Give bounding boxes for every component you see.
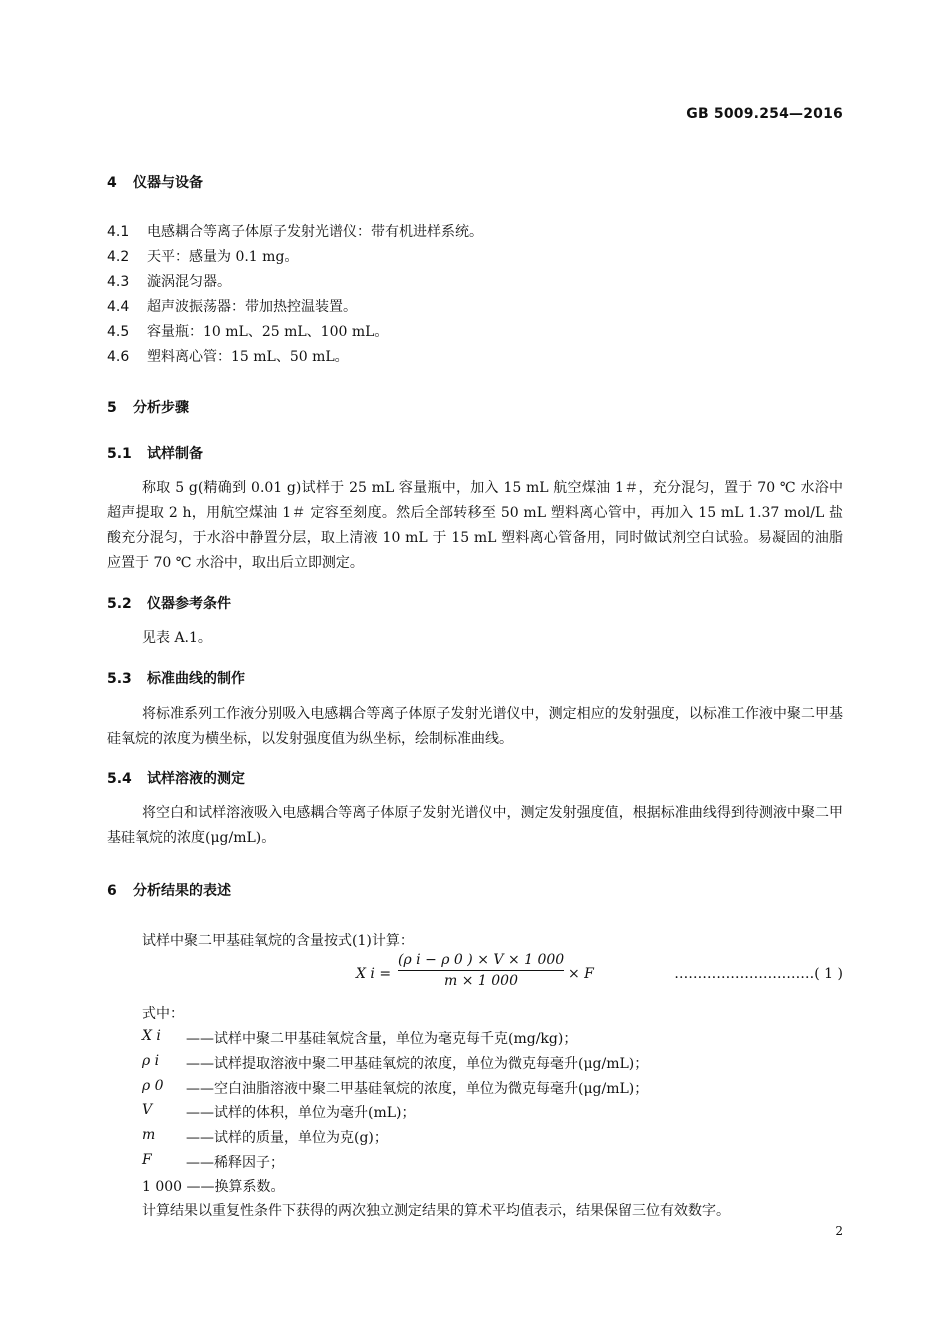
- section-title: 仪器参考条件: [147, 596, 231, 612]
- page-number: 2: [835, 1224, 843, 1238]
- item-number: 4.3: [107, 274, 130, 290]
- variable-definition: ——试样的体积，单位为毫升(mL)；: [186, 1105, 416, 1121]
- formula-lhs: X i =: [356, 966, 392, 982]
- formula-rhs: × F: [568, 966, 594, 982]
- variable-symbol: ρ 0: [142, 1078, 164, 1094]
- item-number: 4.4: [107, 299, 130, 315]
- chapter-title: 分析步骤: [133, 400, 189, 416]
- variable-definition: ——稀释因子；: [186, 1155, 284, 1171]
- section-number: 5.3: [107, 671, 132, 687]
- section-5-2-heading: [107, 593, 231, 613]
- chapter-title: 仪器与设备: [133, 175, 203, 191]
- chapter-4-heading: [107, 172, 203, 192]
- equipment-item: [107, 296, 357, 316]
- chapter-title: 分析结果的表述: [133, 883, 231, 899]
- section-title: 试样溶液的测定: [147, 771, 245, 787]
- equation-number: …………………………( 1 ): [674, 966, 843, 982]
- variable-symbol: F: [142, 1152, 152, 1168]
- section-number: 5.4: [107, 771, 132, 787]
- item-text: 电感耦合等离子体原子发射光谱仪：带有机进样系统。: [147, 224, 483, 240]
- variable-symbol: V: [142, 1102, 153, 1118]
- variable-definition: ——空白油脂溶液中聚二甲基硅氧烷的浓度，单位为微克每毫升(μg/mL)；: [186, 1081, 649, 1097]
- variable-symbol: X i: [142, 1028, 161, 1044]
- formula-numerator: (ρ i − ρ 0 ) × V × 1 000: [398, 952, 564, 971]
- item-text: 天平：感量为 0.1 mg。: [147, 249, 299, 265]
- variable-definition: ——试样的质量，单位为克(g)；: [186, 1130, 388, 1146]
- equipment-item: [107, 246, 298, 266]
- chapter-6-heading: [107, 880, 231, 900]
- formula-intro: 试样中聚二甲基硅氧烷的含量按式(1)计算：: [142, 933, 414, 949]
- section-number: 5.2: [107, 596, 132, 612]
- item-number: 4.2: [107, 249, 130, 265]
- section-5-4-heading: [107, 768, 245, 788]
- item-number: 4.5: [107, 324, 130, 340]
- variable-definition: ——试样提取溶液中聚二甲基硅氧烷的浓度，单位为微克每毫升(μg/mL)；: [186, 1056, 649, 1072]
- section-number: 5.1: [107, 446, 132, 462]
- result-statement: 计算结果以重复性条件下获得的两次独立测定结果的算术平均值表示，结果保留三位有效数字。: [142, 1203, 730, 1219]
- variable-symbol: m: [142, 1127, 156, 1143]
- variable-symbol: ρ i: [142, 1053, 160, 1069]
- section-title: 标准曲线的制作: [147, 671, 245, 687]
- section-5-4-paragraph: 将空白和试样溶液吸入电感耦合等离子体原子发射光谱仪中，测定发射强度值，根据标准曲线得到待测液中聚二甲基硅氧烷的浓度(μg/mL)。: [107, 805, 843, 846]
- item-number: 4.6: [107, 349, 130, 365]
- variable-definition: ——试样中聚二甲基硅氧烷含量，单位为毫克每千克(mg/kg)；: [186, 1031, 578, 1047]
- section-5-1-paragraph: 称取 5 g(精确到 0.01 g)试样于 25 mL 容量瓶中，加入 15 mL 航空煤油 1＃，充分混匀，置于 70 ℃ 水浴中超声提取 2 h，用航空煤油 1＃ 定容至刻度。然后全部转移至 50 mL 塑料离心管中，再加入 15 mL 1.37 mol/L 盐酸充分混匀，于水浴中静置分层，取上清液 10 mL 于 15 mL 塑料离心管备用，同时做试剂空白试验。易凝固的油脂应置于 70 ℃ 水浴中，取出后立即测定。: [107, 480, 843, 571]
- chapter-number: 6: [107, 883, 117, 899]
- equipment-item: [107, 346, 349, 366]
- item-text: 漩涡混匀器。: [147, 274, 231, 290]
- equipment-item: [107, 321, 388, 341]
- equipment-item: [107, 221, 483, 241]
- chapter-number: 5: [107, 400, 117, 416]
- conversion-factor-definition: 1 000 ——换算系数。: [142, 1179, 285, 1195]
- formula-fraction: [398, 952, 564, 989]
- item-number: 4.1: [107, 224, 130, 240]
- section-5-3-paragraph: 将标准系列工作液分别吸入电感耦合等离子体原子发射光谱仪中，测定相应的发射强度，以标准工作液中聚二甲基硅氧烷的浓度为横坐标，以发射强度值为纵坐标，绘制标准曲线。: [107, 706, 843, 747]
- item-text: 塑料离心管：15 mL、50 mL。: [147, 349, 349, 365]
- section-5-2-paragraph: 见表 A.1。: [142, 630, 212, 646]
- item-text: 超声波振荡器：带加热控温装置。: [147, 299, 357, 315]
- equipment-item: [107, 271, 231, 291]
- chapter-number: 4: [107, 175, 117, 191]
- section-5-1-heading: [107, 443, 203, 463]
- item-text: 容量瓶：10 mL、25 mL、100 mL。: [147, 324, 389, 340]
- section-title: 试样制备: [147, 446, 203, 462]
- formula-denominator: m × 1 000: [444, 973, 518, 989]
- chapter-5-heading: [107, 397, 189, 417]
- where-label: 式中：: [142, 1006, 184, 1022]
- standard-code: GB 5009.254—2016: [686, 106, 843, 122]
- section-5-3-heading: [107, 668, 245, 688]
